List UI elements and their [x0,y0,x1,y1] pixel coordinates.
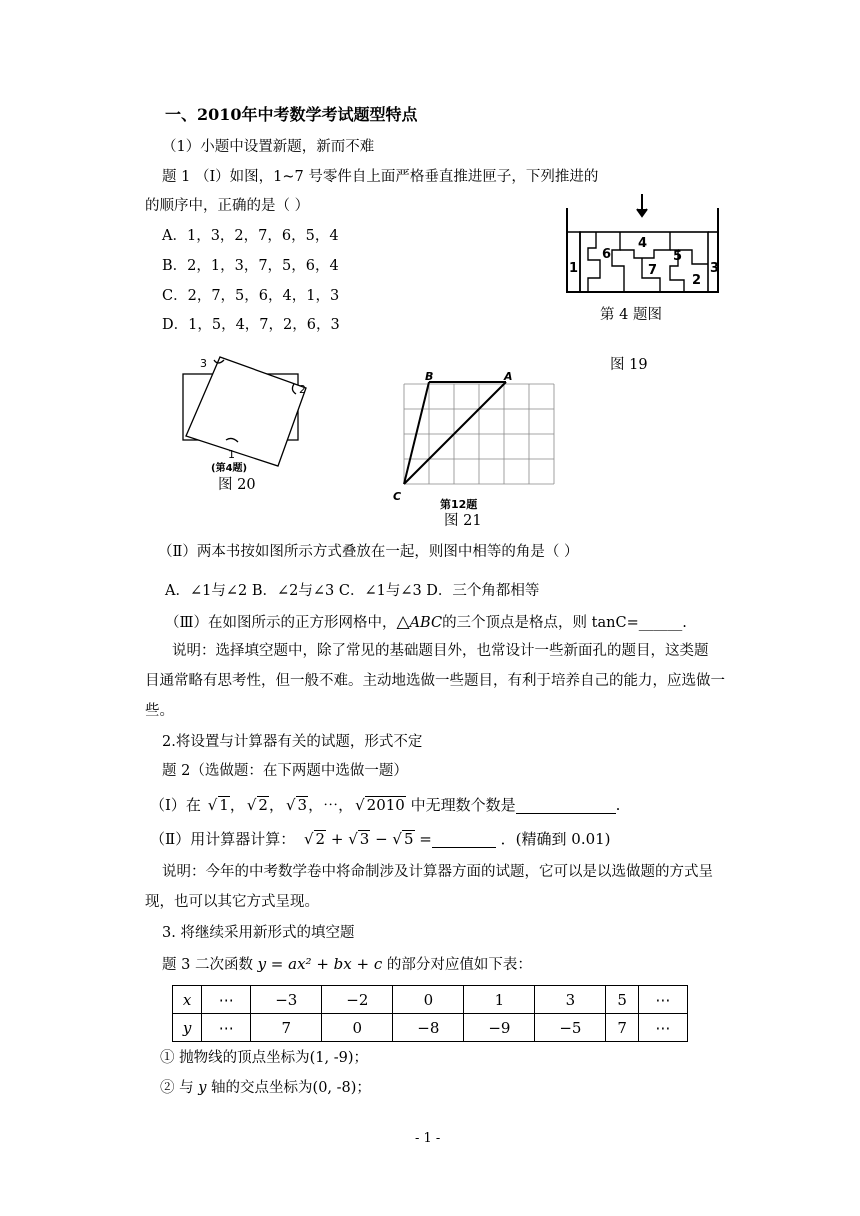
q1-part3-lead: （Ⅲ）在如图所示的正方形网格中， [165,615,397,631]
table-cell: 1 [464,986,535,1014]
answer-blank-2[interactable] [432,847,496,848]
list-item-2 [160,1080,371,1097]
q3-formula: y = ax² + bx + c [257,955,383,973]
box-figure-caption: 第 4 题图 [600,307,662,323]
q1-part3-rest: 的三个顶点是格点，则 tanC=______. [442,615,687,631]
grid-label-a: A [504,370,513,383]
q2-part1: （Ⅰ）在 √ 1，√ 2，√ 3，⋯，√ 2010 中无理数个数是 . [150,796,620,814]
q3-lead: 题 3 二次函数 [162,957,253,973]
subsection-1: （1）小题中设置新题，新而不难 [162,139,375,155]
q1-option-c: C．2，7，5，6，4，1，3 [162,288,340,304]
grid-figure-label: 第12题 [440,498,478,510]
table-cell: 0 [322,1014,393,1042]
q1-option-d: D．1，5，4，7，2，6，3 [162,317,340,333]
note1-line2: 目通常略有思考性，但一般不难。主动地选做一些题目，有利于培养自己的能力，应选做一 [145,673,725,689]
box-label-6: 6 [602,247,612,262]
sqrt-2: √ 2 [257,796,269,814]
table-cell: −3 [251,986,322,1014]
table-cell: −9 [464,1014,535,1042]
table-cell: −8 [393,1014,464,1042]
table-cell: 5 [606,986,638,1014]
q2-part2-tail: ．(精确到 0.01) [500,830,611,848]
sqrt-3b: √ 3 [358,830,370,848]
list-item-2-tail: 轴的交点坐标为(0, -8)； [211,1080,371,1096]
table-cell: −5 [535,1014,606,1042]
q3-tail: 的部分对应值如下表： [386,957,532,973]
fig20-caption: 图 20 [218,477,256,493]
subsection-2: 2.将设置与计算器有关的试题，形式不定 [162,734,423,750]
table-cell: 0 [393,986,464,1014]
q1-part3 [165,612,687,632]
q1-line2: 的顺序中，正确的是（ ） [145,198,310,214]
sqrt-2b: √ 2 [314,830,326,848]
note1-line1: 说明：选择填空题中，除了常见的基础题目外，也常设计一些新面孔的题目，这类题 [172,643,709,659]
table-cell: 7 [251,1014,322,1042]
value-table [172,985,688,1042]
sqrt-5: √ 5 [402,830,414,848]
note1-line3: 些。 [145,703,174,719]
note2-line2: 现，也可以其它方式呈现。 [145,894,319,910]
fig21-caption: 图 21 [444,513,482,529]
book-figure-label: (第4题) [211,463,248,474]
book-label-3: 3 [200,357,207,370]
sqrt-1: √ 1 [218,796,230,814]
table-cell: ⋯ [638,986,687,1014]
box-figure [560,192,728,296]
book-label-2: 2 [299,383,306,396]
q3-heading [162,955,532,974]
table-row [173,986,688,1014]
grid-label-c: C [393,490,402,503]
list-item-1: ① 抛物线的顶点坐标为(1, -9)； [160,1050,368,1066]
box-label-7: 7 [648,263,658,278]
subsection-3: 3. 将继续采用新形式的填空题 [162,925,355,941]
table-cell: y [173,1014,202,1042]
table-cell: 3 [535,986,606,1014]
box-label-5: 5 [673,249,683,264]
answer-blank-1[interactable] [516,813,616,814]
grid-label-b: B [425,370,434,383]
note2-line1: 说明：今年的中考数学卷中将命制涉及计算器方面的试题，它可以是以选做题的方式呈 [162,864,713,880]
list-item-2-var: y [198,1080,207,1096]
fig19-caption: 图 19 [610,357,648,373]
q1-line1: 题 1 （Ⅰ）如图，1~7 号零件自上面严格垂直推进匣子，下列推进的 [162,169,599,185]
q1-option-b: B．2，1，3，7，5，6，4 [162,258,339,274]
q2-part2: （Ⅱ）用计算器计算： √ 2 + √ 3 − √ 5 = ．(精确到 0.01) [150,830,611,848]
page-number: - 1 - [415,1131,441,1146]
q2-part2-lead: （Ⅱ）用计算器计算： [150,830,296,848]
grid-figure [392,368,562,510]
list-item-2-lead: ② 与 [160,1080,194,1096]
table-row [173,1014,688,1042]
q1-part2: （Ⅱ）两本书按如图所示方式叠放在一起，则图中相等的角是（ ） [158,544,579,560]
sqrt-2010: √ 2010 [365,796,406,814]
table-cell: ⋯ [638,1014,687,1042]
table-cell: 7 [606,1014,638,1042]
q2-heading: 题 2（选做题：在下两题中选做一题） [162,763,408,779]
table-cell: −2 [322,986,393,1014]
sqrt-3: √ 3 [296,796,308,814]
table-cell: ⋯ [202,1014,251,1042]
books-figure [178,354,313,476]
triangle-symbol: △ [396,612,410,632]
q2-part1-lead: （Ⅰ）在 [150,796,201,814]
section-heading: 一、2010年中考数学考试题型特点 [165,105,418,124]
box-label-2: 2 [692,273,702,288]
book-label-1: 1 [228,448,235,461]
box-label-4: 4 [638,236,648,251]
q2-part1-ellipsis: ，⋯， [308,796,354,814]
box-label-3: 3 [710,261,720,276]
triangle-abc: ABC [409,615,443,631]
q1-option-a: A．1，3，2，7，6，5，4 [162,228,339,244]
box-label-1: 1 [569,261,579,276]
table-cell: x [173,986,202,1014]
q1-part2-options: A．∠1与∠2 B．∠2与∠3 C．∠1与∠3 D．三个角都相等 [165,583,540,599]
table-cell: ⋯ [202,986,251,1014]
q2-part1-tail: 中无理数个数是 [410,796,516,814]
